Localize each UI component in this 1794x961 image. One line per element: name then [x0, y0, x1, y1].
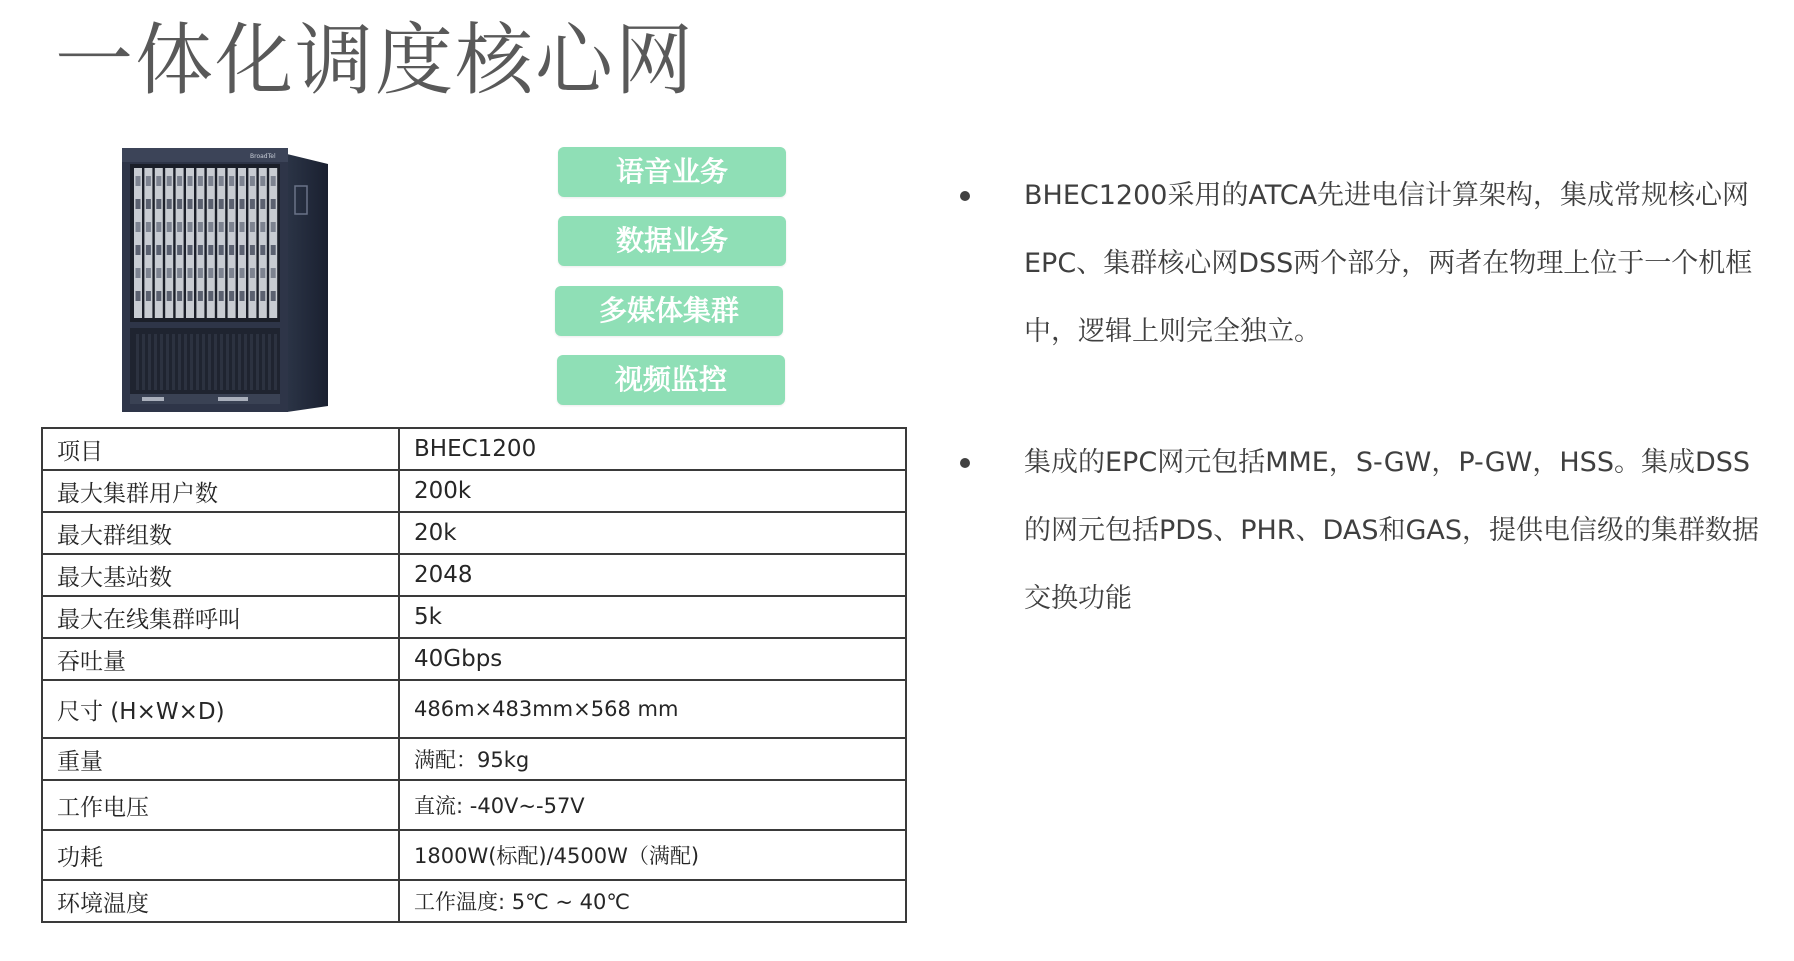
- spec-key: 重量: [42, 738, 399, 780]
- bullet-text: BHEC1200采用的ATCA先进电信计算架构，集成常规核心网EPC、集群核心网DSS两个部分，两者在物理上位于一个机框中，逻辑上则完全独立。: [1024, 180, 1753, 347]
- list-item: [960, 162, 1760, 366]
- chassis-image: [122, 146, 330, 414]
- table-row: [42, 638, 906, 680]
- spec-key: 项目: [42, 428, 399, 470]
- table-row: [42, 780, 906, 830]
- table-row: [42, 830, 906, 880]
- spec-key: 最大群组数: [42, 512, 399, 554]
- spec-value: 486m×483mm×568 mm: [399, 680, 906, 738]
- spec-table: [41, 427, 907, 923]
- page-title: 一体化调度核心网: [55, 16, 696, 106]
- spec-value: 20k: [399, 512, 906, 554]
- spec-value: 1800W(标配)/4500W（满配): [399, 830, 906, 880]
- svg-text:BroadTel: BroadTel: [250, 153, 276, 160]
- service-button-voice[interactable]: 语音业务: [558, 147, 786, 197]
- table-row: [42, 470, 906, 512]
- spec-value: 满配：95kg: [399, 738, 906, 780]
- service-button-data[interactable]: 数据业务: [558, 216, 786, 266]
- spec-value: BHEC1200: [399, 428, 906, 470]
- table-row: [42, 880, 906, 922]
- spec-table-header: [42, 428, 906, 470]
- spec-key: 工作电压: [42, 780, 399, 830]
- service-button-video-surveillance[interactable]: 视频监控: [557, 355, 785, 405]
- spec-value: 40Gbps: [399, 638, 906, 680]
- list-item: [960, 429, 1760, 633]
- spec-value: 2048: [399, 554, 906, 596]
- spec-value: 直流: -40V~-57V: [399, 780, 906, 830]
- table-row: [42, 738, 906, 780]
- table-row: [42, 554, 906, 596]
- bullet-dot-icon: [960, 191, 970, 201]
- spec-key: 环境温度: [42, 880, 399, 922]
- table-row: [42, 596, 906, 638]
- spec-value: 200k: [399, 470, 906, 512]
- feature-list: [960, 162, 1760, 633]
- service-button-multimedia-trunking[interactable]: 多媒体集群: [555, 286, 783, 336]
- spec-value: 工作温度: 5℃ ~ 40℃: [399, 880, 906, 922]
- bullet-dot-icon: [960, 458, 970, 468]
- bullet-text: 集成的EPC网元包括MME，S-GW，P-GW，HSS。集成DSS的网元包括PDS、PHR、DAS和GAS，提供电信级的集群数据交换功能: [1024, 447, 1760, 614]
- spec-key: 最大基站数: [42, 554, 399, 596]
- table-row: [42, 680, 906, 738]
- spec-key: 尺寸 (H×W×D): [42, 680, 399, 738]
- spec-value: 5k: [399, 596, 906, 638]
- spec-key: 最大集群用户数: [42, 470, 399, 512]
- spec-key: 吞吐量: [42, 638, 399, 680]
- table-row: [42, 512, 906, 554]
- spec-key: 功耗: [42, 830, 399, 880]
- spec-key: 最大在线集群呼叫: [42, 596, 399, 638]
